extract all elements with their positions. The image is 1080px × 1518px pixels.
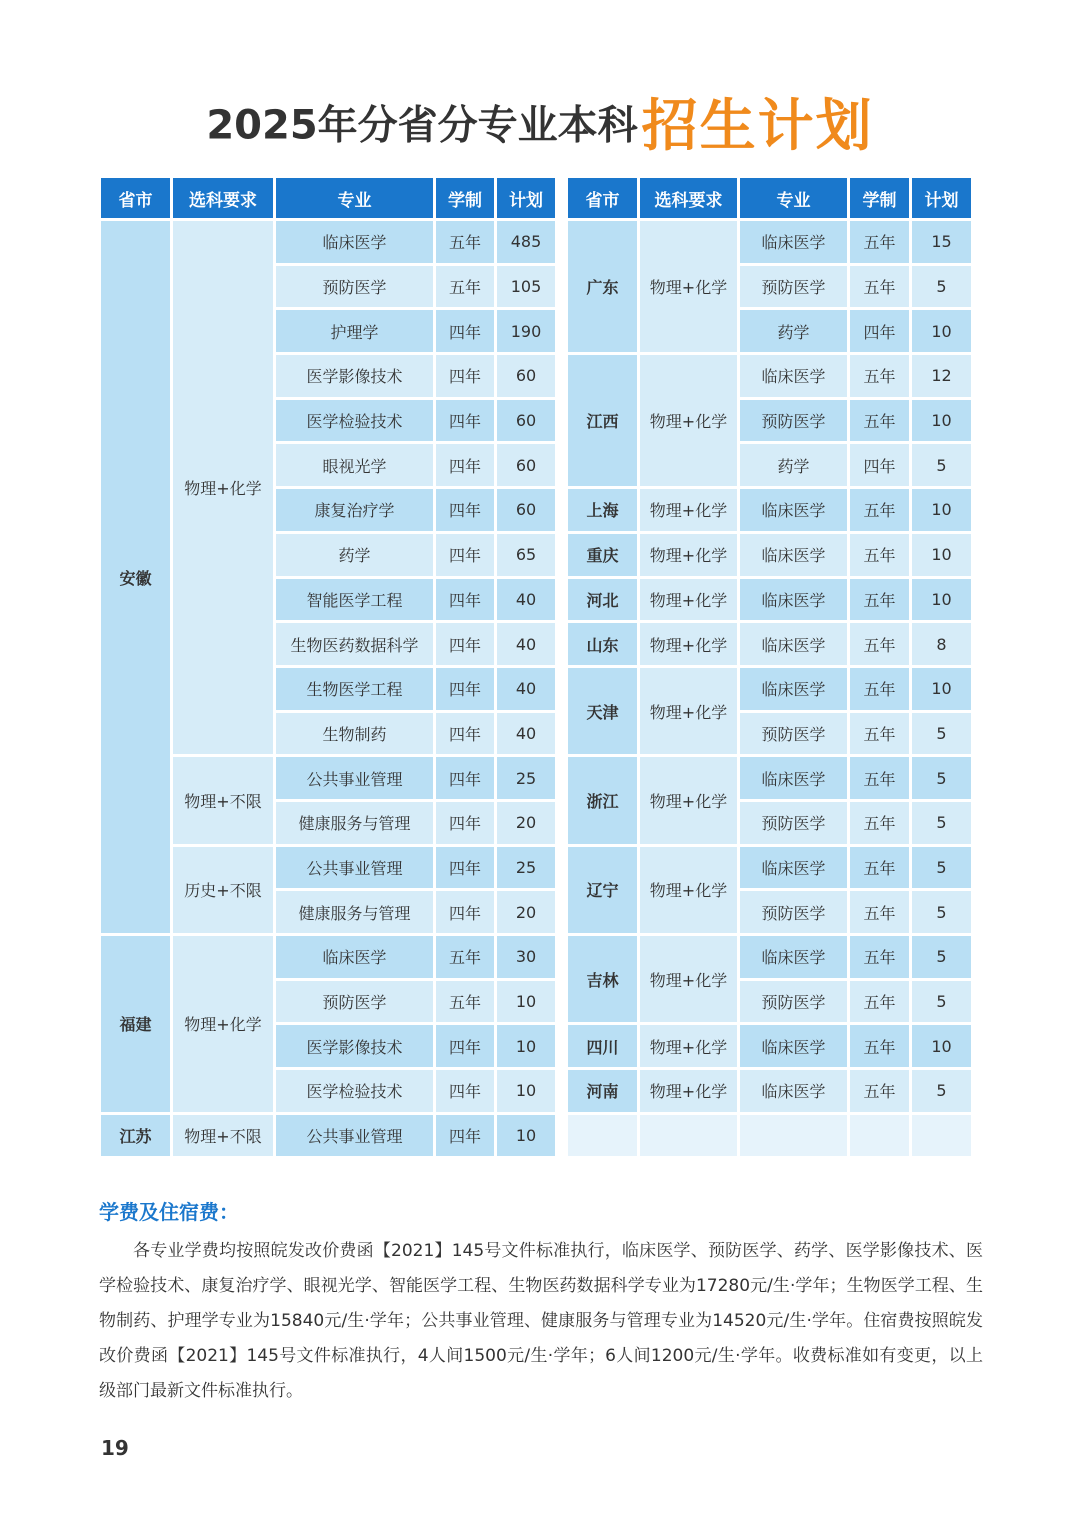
table-row — [101, 221, 555, 263]
major-cell: 临床医学 — [276, 936, 433, 978]
major-cell: 预防医学 — [276, 981, 433, 1023]
plan-cell: 20 — [497, 891, 555, 933]
plan-cell: 8 — [912, 623, 971, 665]
province-cell: 江苏 — [101, 1115, 170, 1157]
plan-cell: 10 — [912, 1025, 971, 1067]
plan-cell: 5 — [912, 802, 971, 844]
major-cell: 药学 — [740, 444, 847, 486]
duration-cell: 五年 — [850, 489, 909, 531]
plan-cell: 60 — [497, 355, 555, 397]
major-cell: 智能医学工程 — [276, 579, 433, 621]
header-duration: 学制 — [436, 178, 494, 218]
header-plan: 计划 — [912, 178, 971, 218]
plan-cell: 10 — [912, 489, 971, 531]
table-body — [568, 221, 971, 1156]
plan-cell: 5 — [912, 444, 971, 486]
fees-section-title: 学费及住宿费： — [99, 1200, 239, 1224]
table-row — [568, 847, 971, 889]
duration-cell: 五年 — [850, 757, 909, 799]
table-body — [101, 221, 555, 1156]
major-cell: 预防医学 — [740, 266, 847, 308]
table-row — [101, 1115, 555, 1157]
duration-cell: 四年 — [436, 668, 494, 710]
header-subject-req: 选科要求 — [173, 178, 273, 218]
duration-cell: 五年 — [850, 713, 909, 755]
duration-cell: 五年 — [850, 936, 909, 978]
major-cell: 临床医学 — [740, 489, 847, 531]
major-cell: 临床医学 — [740, 1070, 847, 1112]
major-cell: 生物医学工程 — [276, 668, 433, 710]
plan-cell: 15 — [912, 221, 971, 263]
enrollment-table-left — [98, 175, 558, 1159]
table-row — [568, 1070, 971, 1112]
subject-req-cell: 物理+化学 — [640, 489, 737, 531]
duration-cell: 四年 — [436, 1115, 494, 1157]
table-row — [568, 221, 971, 263]
duration-cell: 五年 — [850, 221, 909, 263]
header-province: 省市 — [101, 178, 170, 218]
plan-cell: 10 — [912, 579, 971, 621]
duration-cell: 四年 — [850, 310, 909, 352]
duration-cell: 五年 — [850, 400, 909, 442]
major-cell: 公共事业管理 — [276, 1115, 433, 1157]
province-cell: 福建 — [101, 936, 170, 1112]
major-cell: 临床医学 — [740, 1025, 847, 1067]
plan-cell: 5 — [912, 847, 971, 889]
major-cell: 预防医学 — [740, 713, 847, 755]
major-cell: 预防医学 — [740, 981, 847, 1023]
table-row — [568, 623, 971, 665]
plan-cell: 10 — [912, 534, 971, 576]
duration-cell: 四年 — [436, 444, 494, 486]
major-cell: 临床医学 — [740, 847, 847, 889]
plan-cell: 25 — [497, 847, 555, 889]
duration-cell: 五年 — [850, 1070, 909, 1112]
major-cell: 临床医学 — [740, 757, 847, 799]
table-header-row — [101, 178, 555, 218]
major-cell: 医学检验技术 — [276, 400, 433, 442]
major-cell: 预防医学 — [740, 400, 847, 442]
fees-paragraph: 各专业学费均按照皖发改价费函【2021】145号文件标准执行，临床医学、预防医学、药学、医学影像技术、医学检验技术、康复治疗学、眼视光学、智能医学工程、生物医药数据科学专业为17280元/生·学年；生物医学工程、生物制药、护理学专业为15840元/生·学年；公共事业管理、健康服务与管理专业为14520元/生·学年。住宿费按照皖发改价费函【2021】145号文件标准执行，4人间1500元/生·学年；6人间1200元/生·学年。收费标准如有变更，以上级部门最新文件标准执行。 — [99, 1241, 983, 1401]
plan-cell: 60 — [497, 400, 555, 442]
title-main: 2025年分省分专业本科 — [206, 102, 638, 149]
plan-cell: 10 — [497, 1115, 555, 1157]
empty-cell — [640, 1115, 737, 1157]
major-cell: 临床医学 — [740, 534, 847, 576]
duration-cell: 四年 — [436, 891, 494, 933]
table-header-row — [568, 178, 971, 218]
duration-cell: 四年 — [436, 1070, 494, 1112]
page-title — [0, 82, 1080, 162]
province-cell: 上海 — [568, 489, 637, 531]
subject-req-cell: 物理+化学 — [640, 1025, 737, 1067]
province-cell: 天津 — [568, 668, 637, 754]
major-cell: 公共事业管理 — [276, 757, 433, 799]
subject-req-cell: 物理+化学 — [640, 221, 737, 352]
duration-cell: 五年 — [436, 266, 494, 308]
subject-req-cell: 物理+化学 — [640, 534, 737, 576]
major-cell: 医学影像技术 — [276, 1025, 433, 1067]
province-cell: 重庆 — [568, 534, 637, 576]
major-cell: 预防医学 — [740, 802, 847, 844]
province-cell: 浙江 — [568, 757, 637, 843]
province-cell: 四川 — [568, 1025, 637, 1067]
subject-req-cell: 物理+化学 — [640, 847, 737, 933]
plan-cell: 10 — [497, 981, 555, 1023]
duration-cell: 四年 — [436, 489, 494, 531]
empty-cell — [850, 1115, 909, 1157]
empty-cell — [740, 1115, 847, 1157]
major-cell: 健康服务与管理 — [276, 802, 433, 844]
table-row — [568, 668, 971, 710]
table-row — [568, 355, 971, 397]
subject-req-cell: 物理+不限 — [173, 757, 273, 843]
plan-cell: 10 — [497, 1025, 555, 1067]
header-subject-req: 选科要求 — [640, 178, 737, 218]
duration-cell: 四年 — [436, 713, 494, 755]
major-cell: 临床医学 — [740, 221, 847, 263]
duration-cell: 五年 — [850, 1025, 909, 1067]
plan-cell: 5 — [912, 1070, 971, 1112]
plan-cell: 60 — [497, 489, 555, 531]
table-row — [568, 936, 971, 978]
plan-cell: 40 — [497, 668, 555, 710]
duration-cell: 五年 — [850, 534, 909, 576]
table-row — [568, 489, 971, 531]
major-cell: 医学影像技术 — [276, 355, 433, 397]
duration-cell: 四年 — [436, 623, 494, 665]
major-cell: 临床医学 — [740, 623, 847, 665]
province-cell: 安徽 — [101, 221, 170, 933]
duration-cell: 五年 — [850, 266, 909, 308]
subject-req-cell: 物理+化学 — [640, 355, 737, 486]
plan-cell: 40 — [497, 623, 555, 665]
plan-cell: 5 — [912, 891, 971, 933]
major-cell: 临床医学 — [740, 668, 847, 710]
duration-cell: 四年 — [436, 534, 494, 576]
major-cell: 医学检验技术 — [276, 1070, 433, 1112]
major-cell: 康复治疗学 — [276, 489, 433, 531]
subject-req-cell: 物理+化学 — [640, 936, 737, 1022]
duration-cell: 四年 — [436, 400, 494, 442]
major-cell: 药学 — [276, 534, 433, 576]
major-cell: 眼视光学 — [276, 444, 433, 486]
plan-cell: 20 — [497, 802, 555, 844]
plan-cell: 10 — [912, 400, 971, 442]
plan-cell: 5 — [912, 713, 971, 755]
province-cell: 河北 — [568, 579, 637, 621]
subject-req-cell: 历史+不限 — [173, 847, 273, 933]
duration-cell: 四年 — [436, 757, 494, 799]
plan-cell: 10 — [912, 310, 971, 352]
empty-row — [568, 1115, 971, 1157]
province-cell: 辽宁 — [568, 847, 637, 933]
duration-cell: 四年 — [436, 802, 494, 844]
major-cell: 公共事业管理 — [276, 847, 433, 889]
duration-cell: 五年 — [850, 981, 909, 1023]
province-cell: 山东 — [568, 623, 637, 665]
header-major: 专业 — [276, 178, 433, 218]
plan-cell: 30 — [497, 936, 555, 978]
plan-cell: 40 — [497, 713, 555, 755]
major-cell: 临床医学 — [740, 579, 847, 621]
duration-cell: 四年 — [850, 444, 909, 486]
major-cell: 临床医学 — [740, 936, 847, 978]
plan-cell: 25 — [497, 757, 555, 799]
major-cell: 预防医学 — [740, 891, 847, 933]
province-cell: 江西 — [568, 355, 637, 486]
page-number: 19 — [101, 1436, 129, 1460]
table-row — [568, 579, 971, 621]
plan-cell: 485 — [497, 221, 555, 263]
table-row — [568, 757, 971, 799]
plan-cell: 40 — [497, 579, 555, 621]
major-cell: 生物制药 — [276, 713, 433, 755]
major-cell: 临床医学 — [740, 355, 847, 397]
subject-req-cell: 物理+化学 — [640, 757, 737, 843]
plan-cell: 5 — [912, 757, 971, 799]
province-cell: 河南 — [568, 1070, 637, 1112]
plan-cell: 12 — [912, 355, 971, 397]
major-cell: 生物医药数据科学 — [276, 623, 433, 665]
subject-req-cell: 物理+化学 — [173, 221, 273, 754]
subject-req-cell: 物理+化学 — [640, 668, 737, 754]
header-province: 省市 — [568, 178, 637, 218]
subject-req-cell: 物理+不限 — [173, 1115, 273, 1157]
enrollment-table-right — [565, 175, 974, 1159]
duration-cell: 四年 — [436, 579, 494, 621]
major-cell: 药学 — [740, 310, 847, 352]
header-major: 专业 — [740, 178, 847, 218]
header-plan: 计划 — [497, 178, 555, 218]
plan-cell: 190 — [497, 310, 555, 352]
duration-cell: 五年 — [850, 579, 909, 621]
subject-req-cell: 物理+化学 — [173, 936, 273, 1112]
empty-cell — [568, 1115, 637, 1157]
plan-cell: 60 — [497, 444, 555, 486]
duration-cell: 五年 — [850, 847, 909, 889]
table-row — [101, 936, 555, 978]
duration-cell: 五年 — [850, 623, 909, 665]
duration-cell: 四年 — [436, 1025, 494, 1067]
plan-cell: 105 — [497, 266, 555, 308]
duration-cell: 五年 — [850, 891, 909, 933]
province-cell: 吉林 — [568, 936, 637, 1022]
major-cell: 护理学 — [276, 310, 433, 352]
empty-cell — [912, 1115, 971, 1157]
subject-req-cell: 物理+化学 — [640, 623, 737, 665]
header-duration: 学制 — [850, 178, 909, 218]
duration-cell: 五年 — [850, 355, 909, 397]
major-cell: 健康服务与管理 — [276, 891, 433, 933]
plan-cell: 5 — [912, 266, 971, 308]
duration-cell: 五年 — [850, 802, 909, 844]
province-cell: 广东 — [568, 221, 637, 352]
plan-cell: 65 — [497, 534, 555, 576]
table-row — [568, 534, 971, 576]
duration-cell: 五年 — [436, 221, 494, 263]
plan-cell: 10 — [497, 1070, 555, 1112]
duration-cell: 五年 — [850, 668, 909, 710]
duration-cell: 四年 — [436, 847, 494, 889]
major-cell: 临床医学 — [276, 221, 433, 263]
table-row — [568, 1025, 971, 1067]
subject-req-cell: 物理+化学 — [640, 579, 737, 621]
duration-cell: 五年 — [436, 981, 494, 1023]
plan-cell: 5 — [912, 936, 971, 978]
subject-req-cell: 物理+化学 — [640, 1070, 737, 1112]
duration-cell: 四年 — [436, 355, 494, 397]
plan-cell: 10 — [912, 668, 971, 710]
duration-cell: 五年 — [436, 936, 494, 978]
title-highlight: 招生计划 — [641, 94, 874, 159]
plan-cell: 5 — [912, 981, 971, 1023]
major-cell: 预防医学 — [276, 266, 433, 308]
duration-cell: 四年 — [436, 310, 494, 352]
